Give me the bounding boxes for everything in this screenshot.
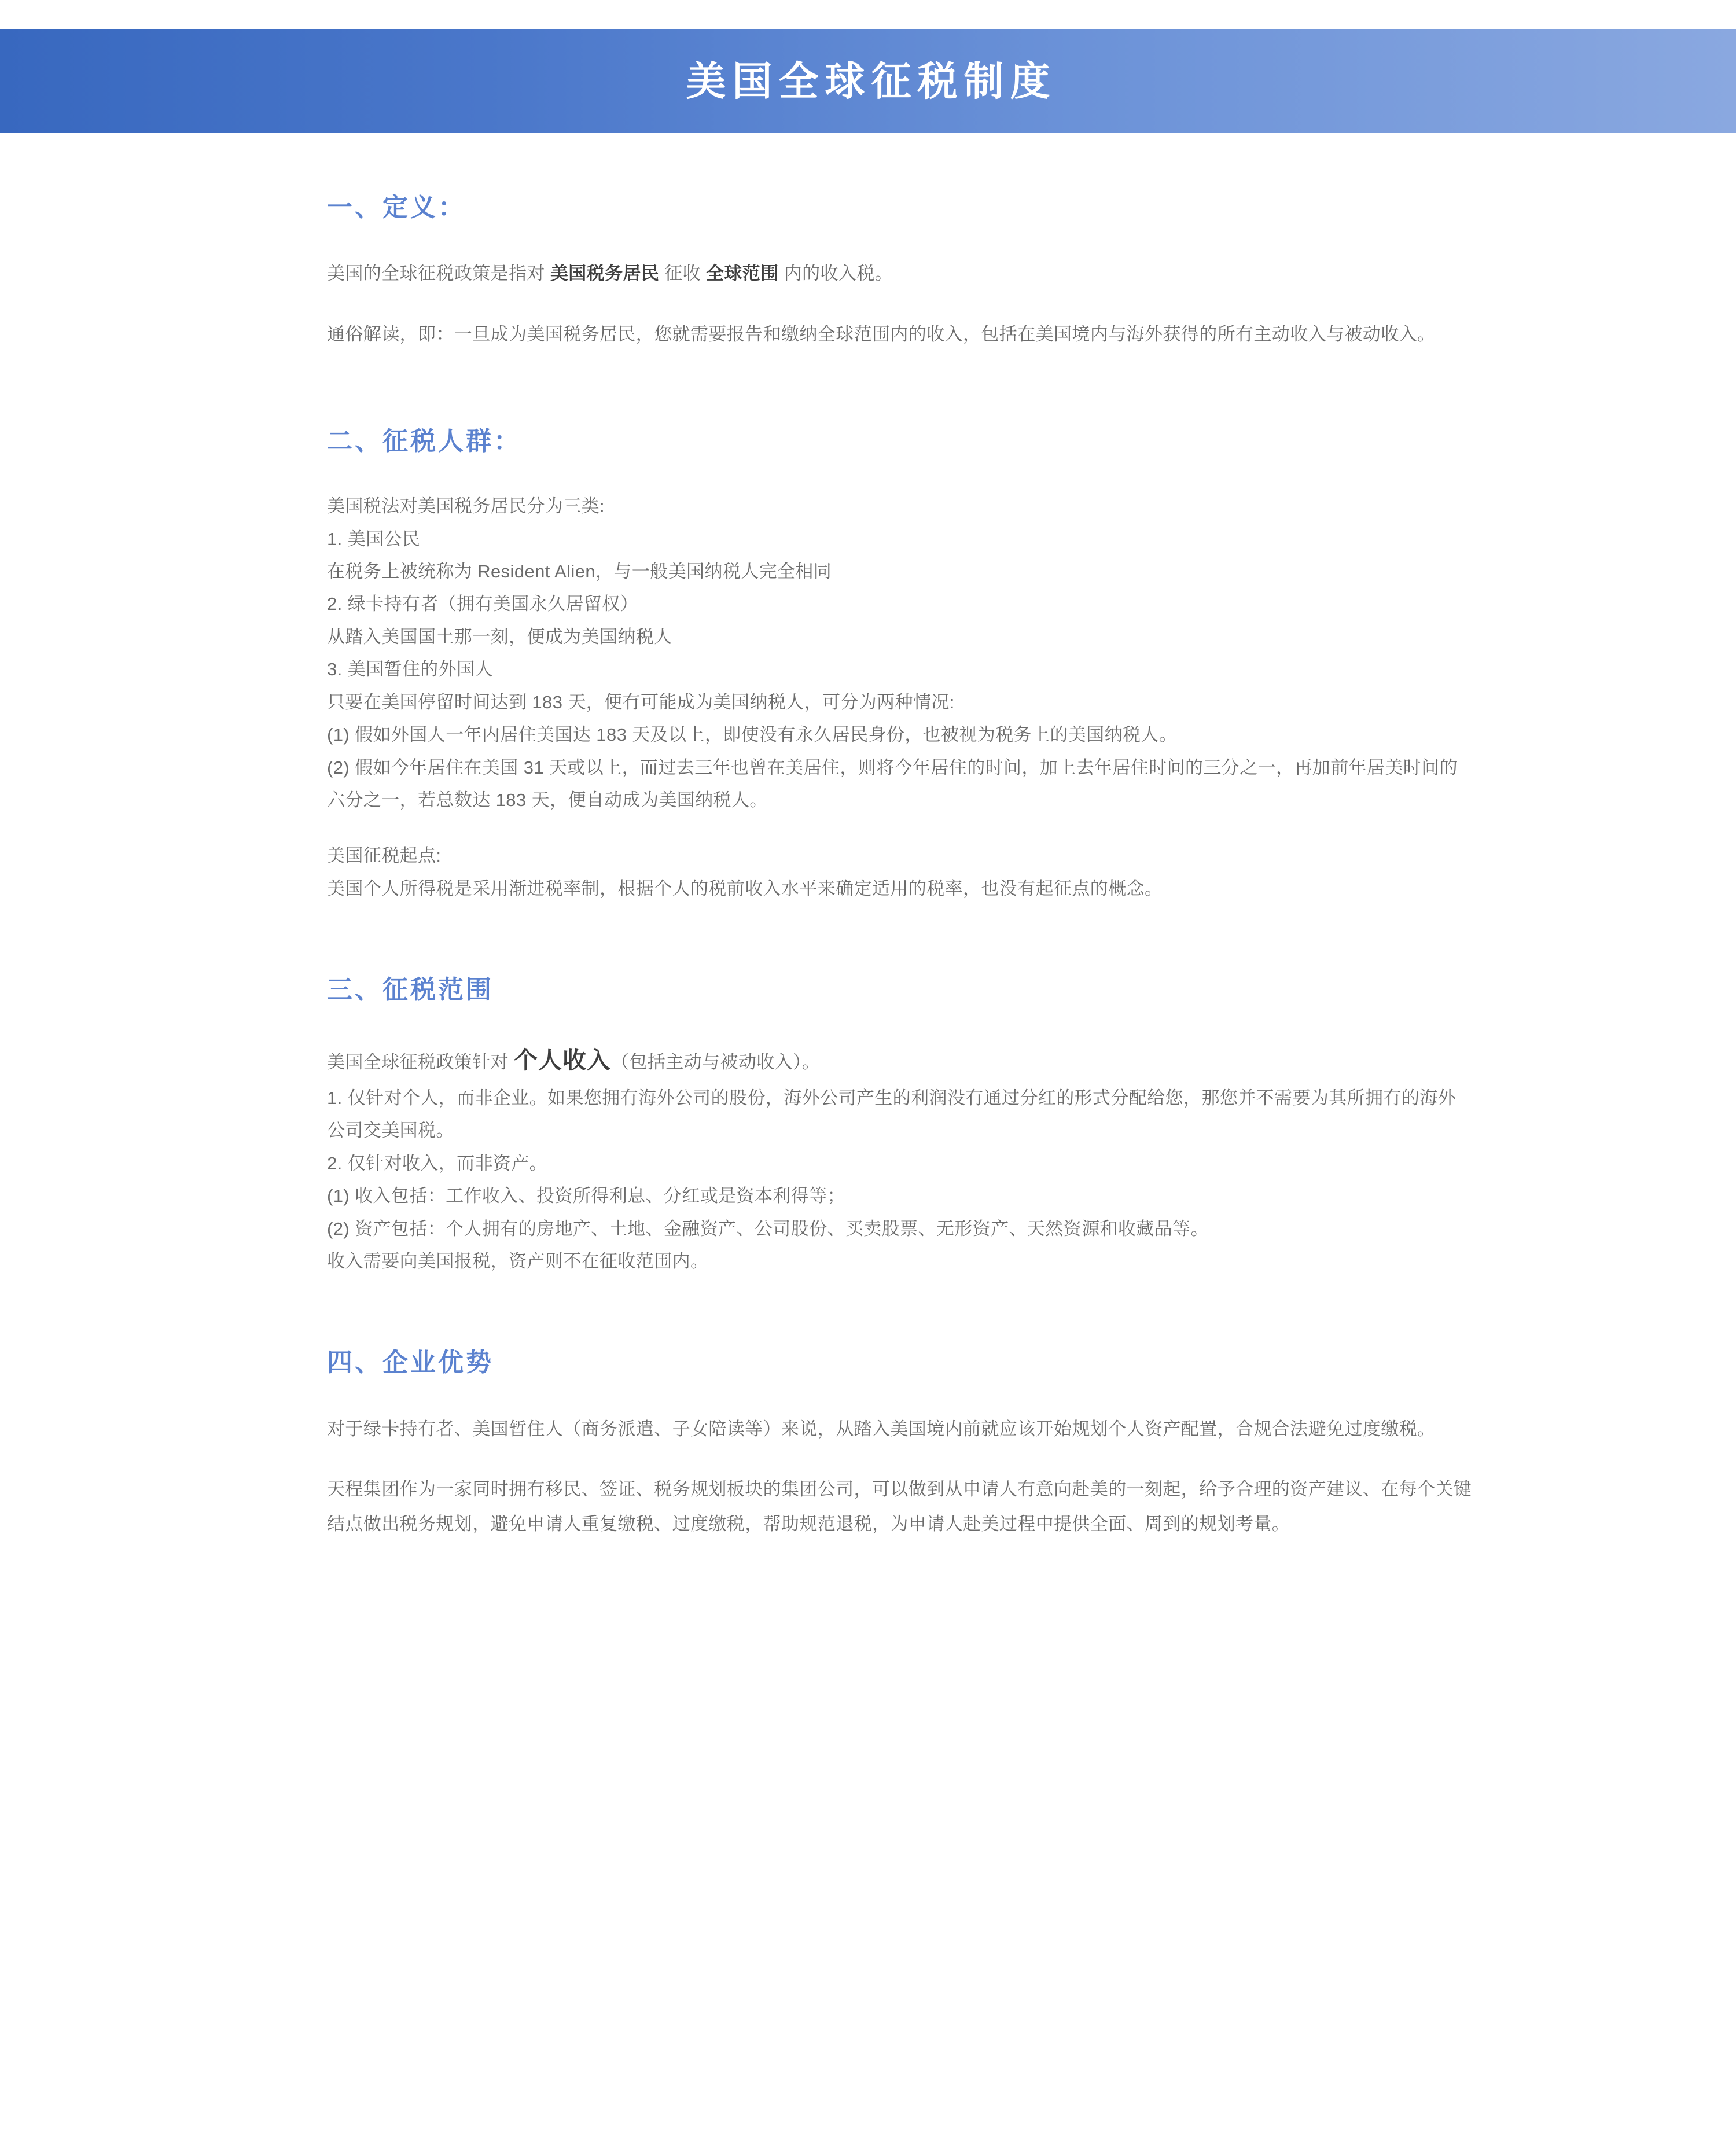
header-banner xyxy=(0,29,1736,133)
taxable-scope-line: 2. 仅针对收入，而非资产。 xyxy=(327,1153,548,1173)
definition-paragraph-2: 通俗解读，即：一旦成为美国税务居民，您就需要报告和缴纳全球范围内的收入，包括在美国境内与海外获得的所有主动收入与被动收入。 xyxy=(327,323,1436,344)
company-advantage-paragraph-1: 对于绿卡持有者、美国暂住人（商务派遣、子女陪读等）来说，从踏入美国境内前就应该开始规划个人资产配置，合规合法避免过度缴税。 xyxy=(327,1418,1436,1439)
tax-threshold-text: 美国个人所得税是采用渐进税率制，根据个人的税前收入水平来确定适用的税率，也没有起征点的概念。 xyxy=(327,878,1163,899)
taxable-persons-line: 从踏入美国国土那一刻，便成为美国纳税人 xyxy=(327,626,672,647)
section-heading-taxable-persons: 二、征税人群： xyxy=(327,427,521,456)
taxable-persons-line: 2. 绿卡持有者（拥有美国永久居留权） xyxy=(327,594,639,615)
section-heading-company-advantage: 四、企业优势 xyxy=(327,1348,494,1377)
section-company-advantage xyxy=(327,1346,1473,1542)
company-advantage-paragraph-2: 天程集团作为一家同时拥有移民、签证、税务规划板块的集团公司，可以做到从申请人有意向赴美的一刻起，给予合理的资产建议、在每个关键结点做出税务规划，避免申请人重复缴税、过度缴税，帮助规范退税，为申请人赴美过程中提供全面、周到的规划考量。 xyxy=(327,1478,1472,1535)
definition-paragraph-1 xyxy=(327,256,1473,291)
taxable-persons-line: 3. 美国暂住的外国人 xyxy=(327,659,493,680)
taxable-scope-line: 1. 仅针对个人，而非企业。如果您拥有海外公司的股份，海外公司产生的利润没有通过分红的形式分配给您，那您并不需要为其所拥有的海外公司交美国税。 xyxy=(327,1087,1457,1141)
taxable-scope-line: (2) 资产包括：个人拥有的房地产、土地、金融资产、公司股份、买卖股票、无形资产、天然资源和收藏品等。 xyxy=(327,1218,1209,1239)
taxable-scope-intro xyxy=(327,1039,1473,1082)
section-heading-taxable-scope: 三、征税范围 xyxy=(327,976,494,1005)
taxable-scope-line: 收入需要向美国报税，资产则不在征收范围内。 xyxy=(327,1250,709,1271)
definition-p1-middle: 征收 xyxy=(659,263,707,284)
page-title: 美国全球征税制度 xyxy=(686,58,1057,104)
taxable-persons-line: (1) 假如外国人一年内居住美国达 183 天及以上，即使没有永久居民身份，也被视为税务上的美国纳税人。 xyxy=(327,724,1178,745)
taxable-scope-line: (1) 收入包括：工作收入、投资所得利息、分红或是资本利得等； xyxy=(327,1186,845,1206)
taxable-persons-line: 1. 美国公民 xyxy=(327,528,421,549)
tax-threshold-label: 美国征税起点: xyxy=(327,845,442,866)
taxable-scope-emphasis-personal-income: 个人收入 xyxy=(514,1047,612,1074)
section-taxable-scope xyxy=(327,973,1473,1278)
definition-emphasis-tax-resident: 美国税务居民 xyxy=(550,263,660,284)
taxable-scope-intro-after: （包括主动与被动收入）。 xyxy=(611,1052,821,1073)
definition-emphasis-worldwide-scope: 全球范围 xyxy=(706,263,779,284)
taxable-persons-line: 美国税法对美国税务居民分为三类: xyxy=(327,496,605,517)
taxable-scope-intro-before: 美国全球征税政策针对 xyxy=(327,1052,514,1073)
section-definition xyxy=(327,191,1473,352)
section-heading-definition: 一、定义： xyxy=(327,193,466,222)
definition-p1-after: 内的收入税。 xyxy=(778,263,893,284)
taxable-persons-line: (2) 假如今年居住在美国 31 天或以上，而过去三年也曾在美居住，则将今年居住的时间，加上去年居住时间的三分之一，再加前年居美时间的六分之一，若总数达 183 天，便自动成为美国纳税人。 xyxy=(327,757,1458,810)
definition-p1-before: 美国的全球征税政策是指对 xyxy=(327,263,550,284)
document-content xyxy=(327,191,1473,1542)
taxable-persons-line: 在税务上被统称为 Resident Alien，与一般美国纳税人完全相同 xyxy=(327,561,832,582)
taxable-persons-line: 只要在美国停留时间达到 183 天，便有可能成为美国纳税人，可分为两种情况: xyxy=(327,691,955,712)
section-taxable-persons xyxy=(327,425,1473,905)
